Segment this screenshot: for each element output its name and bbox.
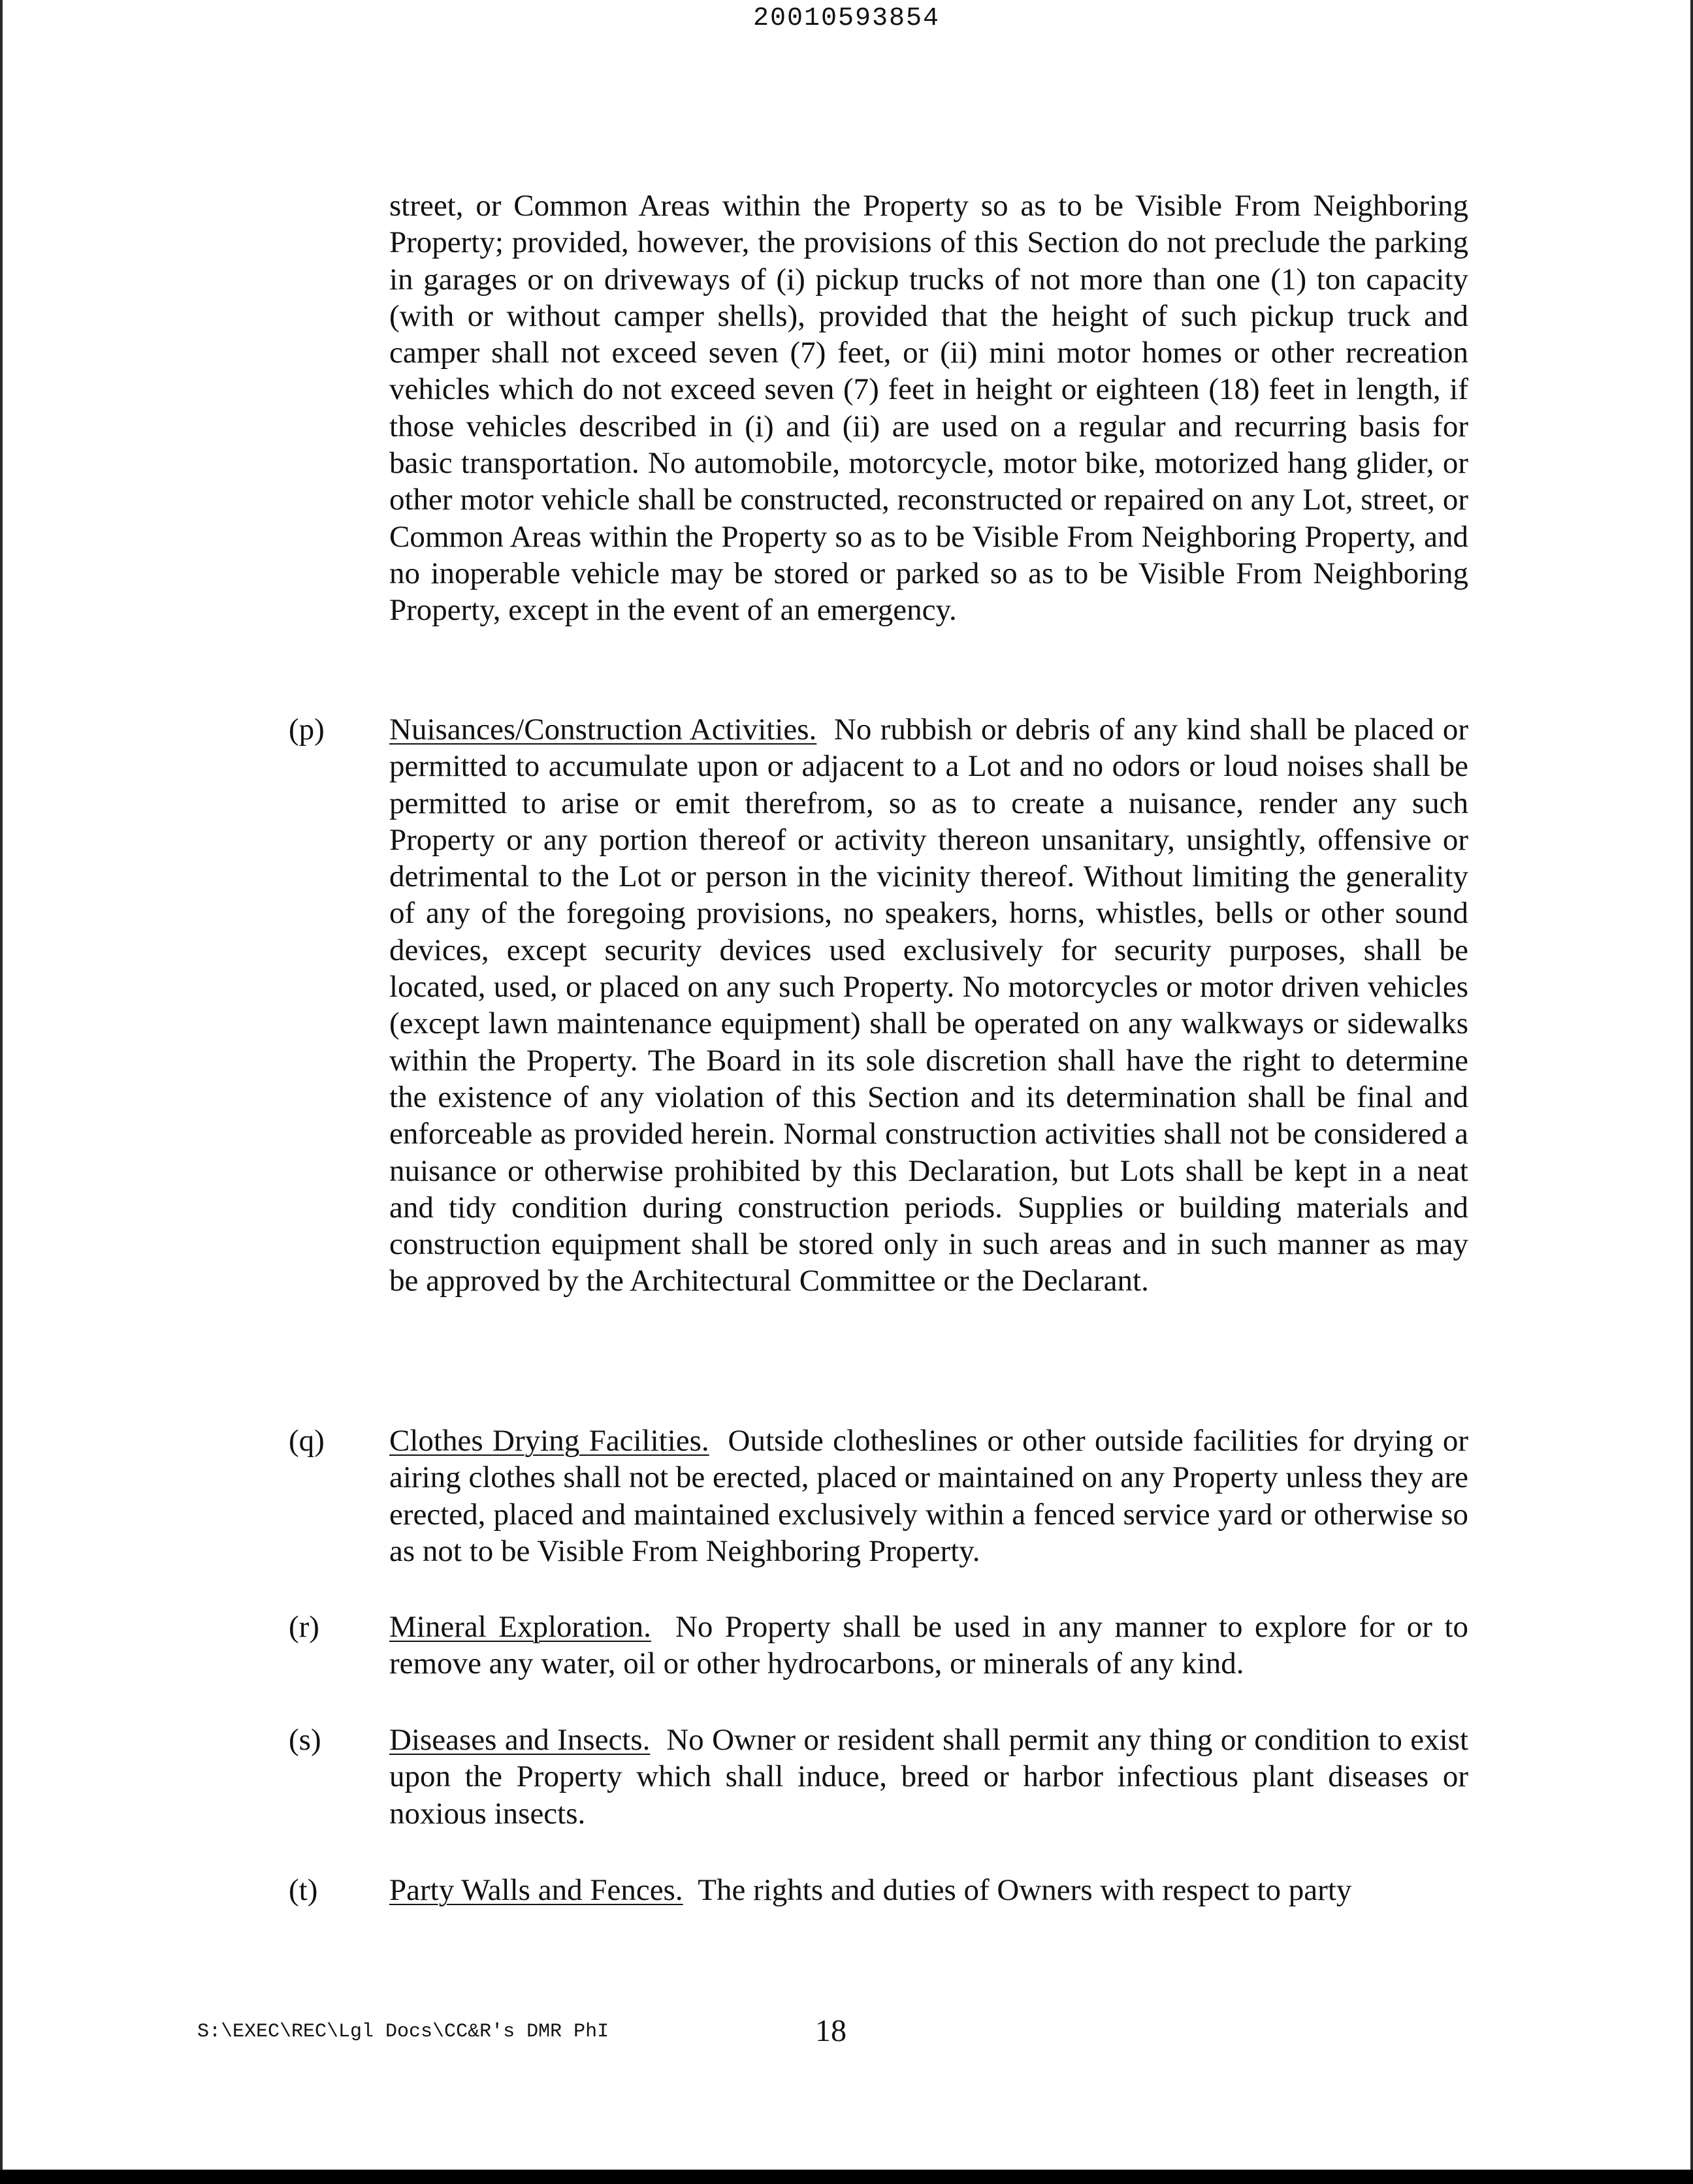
item-body: The rights and duties of Owners with respect to party: [698, 1873, 1352, 1907]
item-body: No Property shall be used in any manner to explore for or to remove any water, oil or other hydrocarbons, or minerals of any kind.: [389, 1610, 1469, 1681]
item-heading: Clothes Drying Facilities.: [389, 1424, 709, 1458]
item-heading: Party Walls and Fences.: [389, 1873, 683, 1907]
item-paragraph: [389, 1422, 1468, 1569]
item-label: (t): [289, 1873, 318, 1907]
item-body: No Owner or resident shall permit any thing or condition to exist upon the Property which shall induce, breed or harbor infectious plant diseases or noxious insects.: [389, 1723, 1468, 1831]
item-body: Outside clotheslines or other outside facilities for drying or airing clothes shall not be erected, placed or maintained on any Property unless they are erected, placed and maintained exclusively within a fenced service yard or otherwise so as not to be Visible From Neighboring Property.: [389, 1424, 1469, 1568]
footer-file-path: S:\EXEC\REC\Lgl Docs\CC&R's DMR PhI: [197, 2021, 609, 2043]
item-paragraph: [389, 1722, 1468, 1832]
item-paragraph: [389, 711, 1468, 1300]
scan-edge-right: [1690, 0, 1693, 2184]
scan-edge-left: [0, 0, 3, 2184]
item-body: No rubbish or debris of any kind shall be placed or permitted to accumulate upon or adjacent to a Lot and no odors or loud noises shall be permitted to arise or emit therefrom, so as to create a nuisance, render any such Property or any portion thereof or activity thereon unsanitary, unsightly, offensive or detrimental to the Lot or person in the vicinity thereof. Without limiting the generality of any of the foregoing provisions, no speakers, horns, whistles, bells or other sound devices, except security devices used exclusively for security purposes, shall be located, used, or placed on any such Property. No motorcycles or motor driven vehicles (except lawn maintenance equipment) shall be operated on any walkways or sidewalks within the Property. The Board in its sole discretion shall have the right to determine the existence of any violation of this Section and its determination shall be final and enforceable as provided herein. Normal construction activities shall not be considered a nuisance or otherwise prohibited by this Declaration, but Lots shall be kept in a neat and tidy condition during construction periods. Supplies or building materials and construction equipment shall be stored only in such areas and in such manner as may be approved by the Architectural Committee or the Declarant.: [389, 713, 1469, 1298]
item-label: (q): [289, 1424, 325, 1458]
item-paragraph: [389, 1609, 1468, 1682]
intro-paragraph: street, or Common Areas within the Property so as to be Visible From Neighboring Property; provided, however, the provisions of this Section do not preclude the parking in garages or on driveways of (i) pickup trucks of not more than one (1) ton capacity (with or without camper shells), provided that the height of such pickup truck and camper shall not exceed seven (7) feet, or (ii) mini motor homes or other recreation vehicles which do not exceed seven (7) feet in height or eighteen (18) feet in length, if those vehicles described in (i) and (ii) are used on a regular and recurring basis for basic transportation. No automobile, motorcycle, motor bike, motorized hang glider, or other motor vehicle shall be constructed, reconstructed or repaired on any Lot, street, or Common Areas within the Property so as to be Visible From Neighboring Property, and no inoperable vehicle may be stored or parked so as to be Visible From Neighboring Property, except in the event of an emergency.: [389, 189, 1468, 628]
item-label: (p): [289, 713, 325, 747]
item-label: (s): [289, 1723, 321, 1757]
item-heading: Mineral Exploration.: [389, 1610, 651, 1644]
item-label: (r): [289, 1610, 319, 1644]
item-paragraph: [389, 1872, 1468, 1908]
recording-number: 20010593854: [752, 4, 941, 33]
page-number: 18: [815, 2014, 846, 2048]
item-heading: Diseases and Insects.: [389, 1723, 651, 1757]
scan-edge-bottom: [0, 2170, 1693, 2184]
item-heading: Nuisances/Construction Activities.: [389, 713, 817, 747]
